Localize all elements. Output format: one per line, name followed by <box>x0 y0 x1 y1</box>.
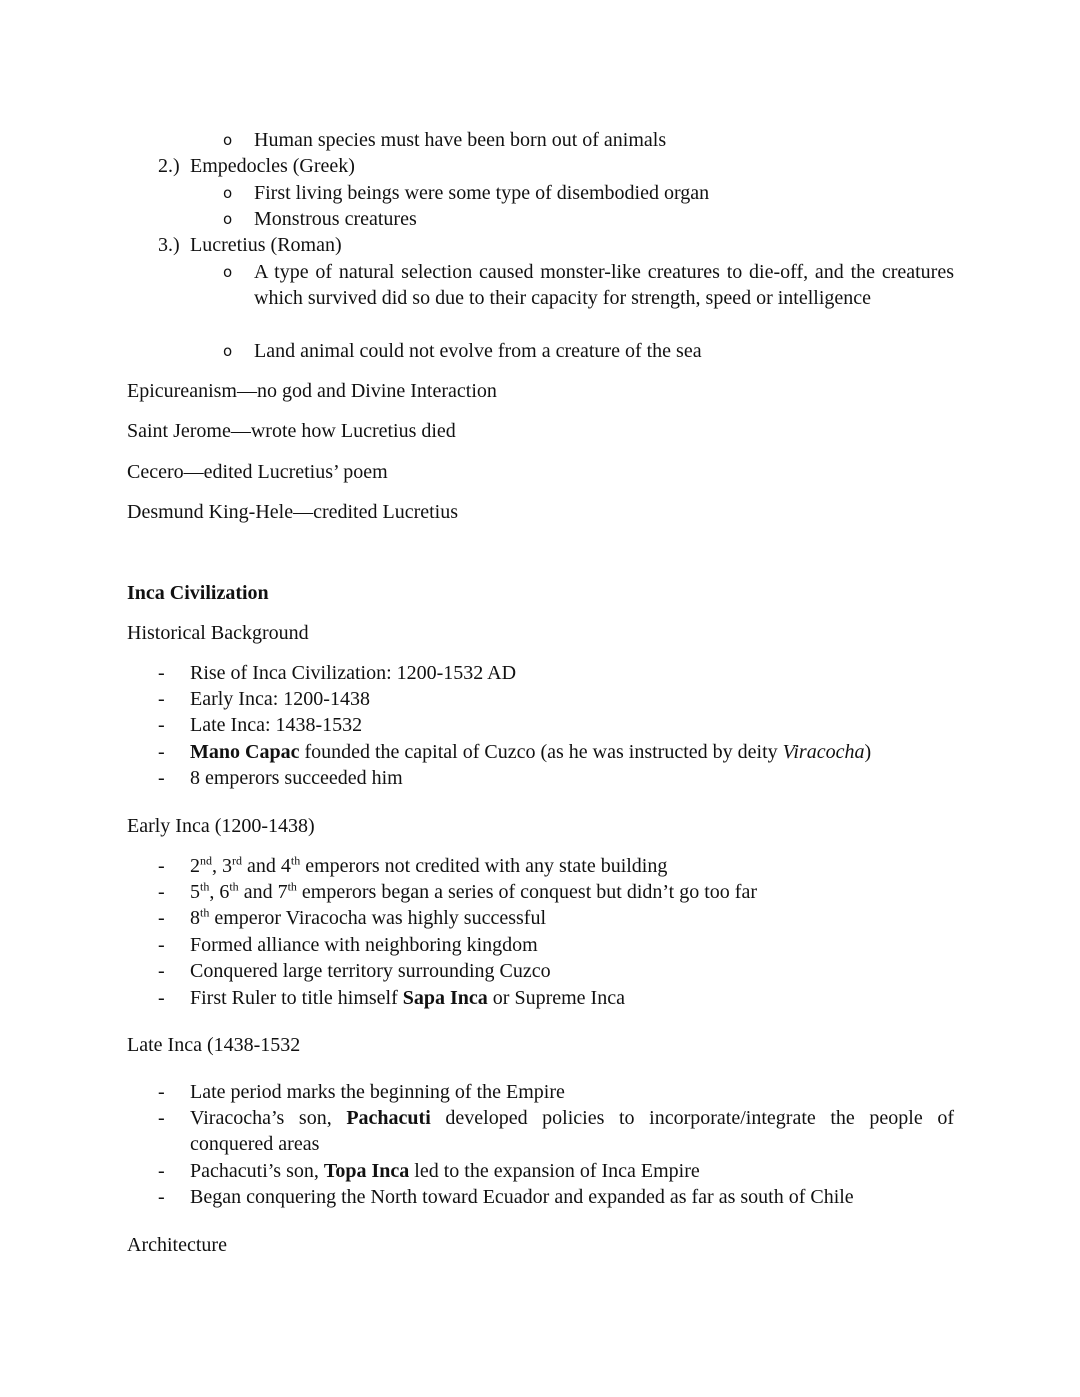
bullet-dash-icon: - <box>158 907 165 929</box>
list-item: First living beings were some type of disembodied organ <box>254 182 710 204</box>
bullet-circle-icon: o <box>223 210 233 228</box>
bullet-dash-icon: - <box>158 741 165 763</box>
list-number: 3.) <box>158 234 180 256</box>
list-item: 2nd, 3rd and 4th emperors not credited with any state building <box>190 853 668 877</box>
list-item: Viracocha’s son, Pachacuti developed policies to incorporate/integrate the people of conquered areas <box>190 1107 955 1155</box>
note-line: Cecero—edited Lucretius’ poem <box>127 461 388 483</box>
subsection-heading: Late Inca (1438-1532 <box>127 1034 301 1056</box>
bullet-dash-icon: - <box>158 987 165 1009</box>
list-item: Lucretius (Roman) <box>190 234 342 256</box>
subsection-heading: Historical Background <box>127 622 309 644</box>
bullet-dash-icon: - <box>158 855 165 877</box>
bullet-dash-icon: - <box>158 767 165 789</box>
list-item: 8 emperors succeeded him <box>190 767 403 789</box>
bullet-dash-icon: - <box>158 688 165 710</box>
list-item: 8th emperor Viracocha was highly successful <box>190 905 546 929</box>
subsection-heading: Early Inca (1200-1438) <box>127 815 315 837</box>
section-title: Inca Civilization <box>127 582 269 604</box>
list-item: Conquered large territory surrounding Cuzco <box>190 960 551 982</box>
bullet-circle-icon: o <box>223 263 233 281</box>
list-number: 2.) <box>158 155 180 177</box>
bullet-dash-icon: - <box>158 1081 165 1103</box>
bullet-dash-icon: - <box>158 934 165 956</box>
list-item: Rise of Inca Civilization: 1200-1532 AD <box>190 662 517 684</box>
note-line: Saint Jerome—wrote how Lucretius died <box>127 420 456 442</box>
list-item: Early Inca: 1200-1438 <box>190 688 370 710</box>
bullet-dash-icon: - <box>158 714 165 736</box>
note-line: Desmund King-Hele—credited Lucretius <box>127 501 459 523</box>
list-item: Formed alliance with neighboring kingdom <box>190 934 538 956</box>
list-item: A type of natural selection caused monster-like creatures to die-off, and the creatures which survived did so due to their capacity for strength, speed or intelligence <box>254 261 954 309</box>
list-item: Land animal could not evolve from a creature of the sea <box>254 340 702 362</box>
bullet-dash-icon: - <box>158 1186 165 1208</box>
subsection-heading: Architecture <box>127 1234 227 1256</box>
bullet-dash-icon: - <box>158 960 165 982</box>
list-item: Human species must have been born out of animals <box>254 129 667 151</box>
list-item: Mano Capac founded the capital of Cuzco (as he was instructed by deity Viracocha) <box>190 741 872 763</box>
list-item: Late period marks the beginning of the Empire <box>190 1081 565 1103</box>
list-item: Empedocles (Greek) <box>190 155 355 177</box>
bullet-dash-icon: - <box>158 1160 165 1182</box>
note-line: Epicureanism—no god and Divine Interaction <box>127 380 497 402</box>
bullet-dash-icon: - <box>158 1107 165 1129</box>
list-item: Late Inca: 1438-1532 <box>190 714 363 736</box>
list-item: 5th, 6th and 7th emperors began a series of conquest but didn’t go too far <box>190 879 757 903</box>
bullet-dash-icon: - <box>158 881 165 903</box>
bullet-circle-icon: o <box>223 342 233 360</box>
list-item: First Ruler to title himself Sapa Inca or Supreme Inca <box>190 987 625 1009</box>
bullet-circle-icon: o <box>223 131 233 149</box>
bullet-dash-icon: - <box>158 662 165 684</box>
bullet-circle-icon: o <box>223 184 233 202</box>
list-item: Monstrous creatures <box>254 208 417 230</box>
list-item: Pachacuti’s son, Topa Inca led to the expansion of Inca Empire <box>190 1160 700 1182</box>
list-item: Began conquering the North toward Ecuador and expanded as far as south of Chile <box>190 1186 854 1208</box>
